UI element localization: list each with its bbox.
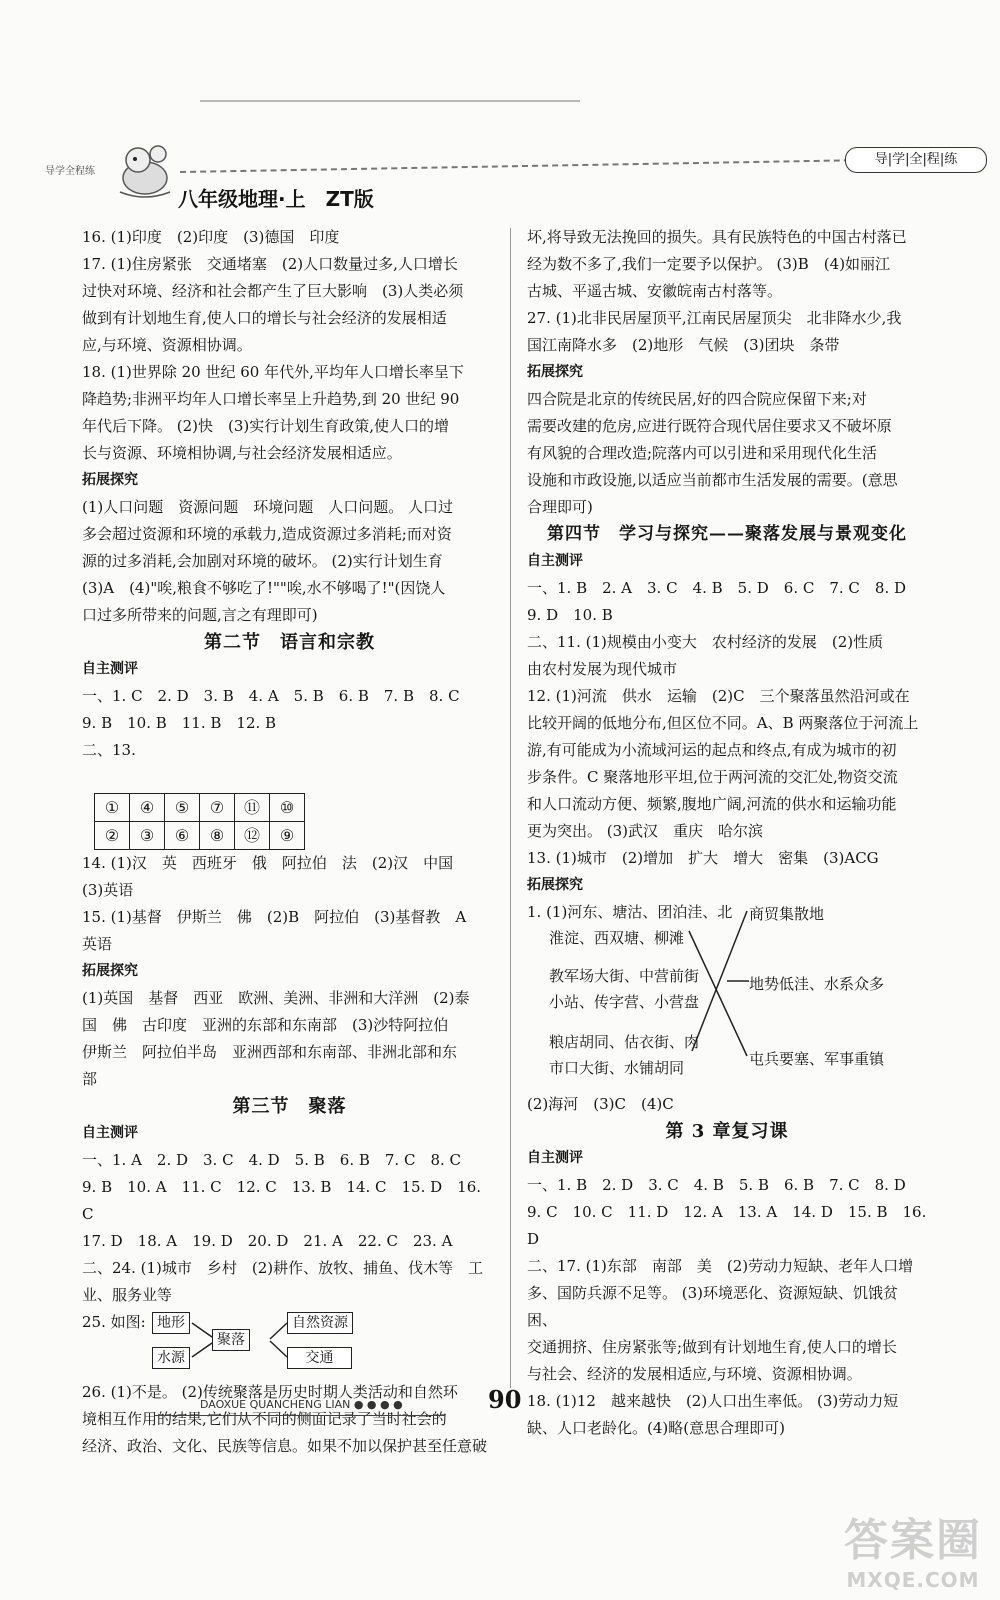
subheading-self-test: 自主测评 <box>527 1150 583 1166</box>
subheading-self-test: 自主测评 <box>82 1125 138 1141</box>
table-cell: ③ <box>130 822 165 850</box>
answer-line: 12. (1)河流 供水 运输 (2)C 三个聚落虽然沿河或在 <box>527 687 910 705</box>
answer-line: 年代后下降。 (2)快 (3)实行计划生育政策,使人口的增 <box>82 417 450 435</box>
answer-line: 和人口流动方便、频繁,腹地广阔,河流的供水和运输功能 <box>527 795 897 813</box>
header-right-tag: 导|学|全|程|练 <box>845 147 987 173</box>
answer-line: (1)人口问题 资源问题 环境问题 人口问题。 人口过 <box>82 498 454 516</box>
match-left-item <box>527 899 732 951</box>
answer-line: 源的过多消耗,会加剧对环境的破坏。 (2)实行计划生育 <box>82 552 443 570</box>
match-left-line: 市口大街、水铺胡同 <box>549 1059 685 1077</box>
table-row <box>95 822 305 850</box>
table-cell: ⑥ <box>165 822 200 850</box>
answer-line: 17. D 18. A 19. D 20. D 21. A 22. C 23. A <box>82 1232 453 1250</box>
answer-line: 二、11. (1)规模由小变大 农村经济的发展 (2)性质 <box>527 633 884 651</box>
answer-line: 步条件。C 聚落地形平坦,位于两河流的交汇处,物资交流 <box>527 768 898 786</box>
table-cell: ⑫ <box>235 822 270 850</box>
answer-line: 二、24. (1)城市 乡村 (2)耕作、放牧、捕鱼、伐木等 工 <box>82 1259 484 1277</box>
answer-line: 降趋势;非洲平均年人口增长率呈上升趋势,到 20 世纪 90 <box>82 390 460 408</box>
watermark-url: MXQE.COM <box>846 1568 980 1592</box>
answer-line: 游,有可能成为小流域河运的起点和终点,有成为城市的初 <box>527 741 897 759</box>
q13-row <box>82 737 497 793</box>
answer-line: (2)海河 (3)C (4)C <box>527 1095 674 1113</box>
answer-line: 设施和市政设施,以适应当前都市生活发展的需要。(意思 <box>527 471 898 489</box>
match-left-line: 粮店胡同、估衣街、肉 <box>549 1033 700 1051</box>
page-header <box>30 135 980 215</box>
table-cell: ⑩ <box>270 794 305 822</box>
answer-line: 有风貌的合理改造;院落内可以引进和采用现代化生活 <box>527 444 878 462</box>
diagram-box-settlement: 聚落 <box>212 1329 250 1351</box>
answer-line: 境相互作用的结果,它们从不同的侧面记录了当时社会的 <box>82 1410 447 1428</box>
watermark-text: 答案圈 <box>844 1515 982 1566</box>
answer-line: 一、1. C 2. D 3. B 4. A 5. B 6. B 7. B 8. C <box>82 687 460 705</box>
answer-line: 一、1. A 2. D 3. C 4. D 5. B 6. B 7. C 8. C <box>82 1151 461 1169</box>
answer-line: 一、1. B 2. D 3. C 4. B 5. B 6. B 7. C 8. D <box>527 1176 906 1194</box>
match-right-item: 商贸集散地 <box>749 905 825 923</box>
answer-line: 经济、政治、文化、民族等信息。如果不加以保护甚至任意破 <box>82 1437 488 1455</box>
answer-line: (1)英国 基督 西亚 欧洲、美洲、非洲和大洋洲 (2)泰 <box>82 989 470 1007</box>
answer-line: 18. (1)12 越来越快 (2)人口出生率低。 (3)劳动力短 <box>527 1392 899 1410</box>
answer-line: 需要改建的危房,应进行既符合现代居住要求又不破坏原 <box>527 417 892 435</box>
answer-line: 由农村发展为现代城市 <box>527 660 678 678</box>
answer-line: 交通拥挤、住房紧张等;做到有计划地生育,使人口的增长 <box>527 1338 897 1356</box>
subheading-extension: 拓展探究 <box>527 364 583 380</box>
footer-arrow-line <box>155 1415 445 1416</box>
answer-line: 伊斯兰 阿拉伯半岛 亚洲西部和东南部、非洲北部和东 <box>82 1043 458 1061</box>
answer-line: 过快对环境、经济和社会都产生了巨大影响 (3)人类必须 <box>82 282 464 300</box>
table-cell: ⑧ <box>200 822 235 850</box>
answer-line: 英语 <box>82 935 113 953</box>
column-divider <box>510 228 511 1388</box>
table-cell: ⑦ <box>200 794 235 822</box>
match-left-line: 教军场大街、中营前街 <box>549 967 700 985</box>
subheading-extension: 拓展探究 <box>82 963 138 979</box>
match-left-item <box>549 963 699 1015</box>
q25-label: 25. 如图: <box>82 1313 146 1331</box>
answer-line: 缺、人口老龄化。(4)略(意思合理即可) <box>527 1419 785 1437</box>
header-dashed-line <box>180 159 870 173</box>
watermark-logo <box>844 1504 982 1592</box>
mascot-icon <box>110 140 180 200</box>
answer-line: 古城、平遥古城、安徽皖南古村落等。 <box>527 282 783 300</box>
answer-line: 15. (1)基督 伊斯兰 佛 (2)B 阿拉伯 (3)基督教 A <box>82 908 467 926</box>
answer-line: 一、1. B 2. A 3. C 4. B 5. D 6. C 7. C 8. D <box>527 579 906 597</box>
header-left-tag: 导学全程练 <box>45 166 95 177</box>
answer-line: 多、国防兵源不足等。 (3)环境恶化、资源短缺、饥饿贫困、 <box>527 1284 899 1329</box>
table-cell: ② <box>95 822 130 850</box>
diagram-box-water: 水源 <box>152 1347 190 1369</box>
answer-line: 与社会、经济的发展相适应,与环境、资源相协调。 <box>527 1365 862 1383</box>
answer-line: 国江南降水多 (2)地形 气候 (3)团块 条带 <box>527 336 840 354</box>
match-right-item: 地势低洼、水系众多 <box>749 975 885 993</box>
answer-line: 比较开阔的低地分布,但区位不同。A、B 两聚落位于河流上 <box>527 714 919 732</box>
answer-line: 长与资源、环境相协调,与社会经济发展相适应。 <box>82 444 402 462</box>
match-left-item <box>549 1029 699 1081</box>
table-cell: ⑨ <box>270 822 305 850</box>
match-left-line: 小站、传字营、小营盘 <box>549 993 700 1011</box>
settlement-diagram <box>82 1309 497 1379</box>
table-cell: ⑪ <box>235 794 270 822</box>
answer-line: 9. B 10. B 11. B 12. B <box>82 714 277 732</box>
table-row <box>95 794 305 822</box>
answer-line: 26. (1)不是。 (2)传统聚落是历史时期人类活动和自然环 <box>82 1383 458 1401</box>
matching-diagram <box>527 901 927 1091</box>
section-title: 第四节 学习与探究——聚落发展与景观变化 <box>547 524 907 544</box>
table-cell: ① <box>95 794 130 822</box>
answer-line: 国 佛 古印度 亚洲的东部和东南部 (3)沙特阿拉伯 <box>82 1016 449 1034</box>
answer-line: 更为突出。 (3)武汉 重庆 哈尔滨 <box>527 822 764 840</box>
answer-line: 应,与环境、资源相协调。 <box>82 336 252 354</box>
left-column <box>82 224 497 1460</box>
answer-line: 经为数不多了,我们一定要予以保护。 (3)B (4)如丽江 <box>527 255 891 273</box>
table-cell: ⑤ <box>165 794 200 822</box>
footer-text: DAOXUE QUANCHENG LIAN ● ● ● ● <box>200 1398 403 1411</box>
subheading-extension: 拓展探究 <box>82 472 138 488</box>
answer-line: 业、服务业等 <box>82 1286 173 1304</box>
subheading-self-test: 自主测评 <box>527 553 583 569</box>
right-column <box>527 224 927 1442</box>
answer-line: 二、17. (1)东部 南部 美 (2)劳动力短缺、老年人口增 <box>527 1257 914 1275</box>
section-title: 第 3 章复习课 <box>665 1121 789 1142</box>
q13-label: 二、13. <box>82 741 136 759</box>
answer-line: 9. C 10. C 11. D 12. A 13. A 14. D 15. B 16. D <box>527 1203 927 1248</box>
table-cell: ④ <box>130 794 165 822</box>
answer-line: 9. B 10. A 11. C 12. C 13. B 14. C 15. D 16. C <box>82 1178 482 1223</box>
match-left-line: 淮淀、西双塘、柳滩 <box>549 929 685 947</box>
match-left-line: 1. (1)河东、塘沽、团泊洼、北 <box>527 903 733 921</box>
page-number: 90 <box>488 1385 522 1414</box>
book-title: 八年级地理·上 ZT版 <box>178 187 374 211</box>
answer-line: (3)英语 <box>82 881 134 899</box>
answer-line: 13. (1)城市 (2)增加 扩大 增大 密集 (3)ACG <box>527 849 879 867</box>
match-right-item: 屯兵要塞、军事重镇 <box>749 1050 885 1068</box>
diagram-box-terrain: 地形 <box>152 1312 190 1334</box>
section-title: 第二节 语言和宗教 <box>204 632 375 653</box>
answer-line: 口过多所带来的问题,言之有理即可) <box>82 606 318 624</box>
answer-line: 14. (1)汉 英 西班牙 俄 阿拉伯 法 (2)汉 中国 <box>82 854 454 872</box>
answer-line: 16. (1)印度 (2)印度 (3)德国 印度 <box>82 228 340 246</box>
subheading-extension: 拓展探究 <box>527 877 583 893</box>
top-rule <box>200 100 580 102</box>
answer-line: 四合院是北京的传统民居,好的四合院应保留下来;对 <box>527 390 867 408</box>
answer-line: 部 <box>82 1070 98 1088</box>
answer-line: 多会超过资源和环境的承载力,造成资源过多消耗;而对资 <box>82 525 452 543</box>
diagram-box-natural-resources: 自然资源 <box>287 1312 353 1334</box>
answer-line: (3)A (4)"唉,粮食不够吃了!""唉,水不够喝了!"(因饶人 <box>82 579 446 597</box>
answer-line: 18. (1)世界除 20 世纪 60 年代外,平均年人口增长率呈下 <box>82 363 464 381</box>
diagram-box-transport: 交通 <box>287 1347 352 1369</box>
answer-line: 坏,将导致无法挽回的损失。具有民族特色的中国古村落已 <box>527 228 907 246</box>
answer-table <box>94 793 305 850</box>
section-title: 第三节 聚落 <box>232 1096 347 1117</box>
subheading-self-test: 自主测评 <box>82 661 138 677</box>
answer-line: 9. D 10. B <box>527 606 613 624</box>
answer-line: 做到有计划地生育,使人口的增长与社会经济的发展相适 <box>82 309 447 327</box>
answer-line: 17. (1)住房紧张 交通堵塞 (2)人口数量过多,人口增长 <box>82 255 458 273</box>
answer-line: 27. (1)北非民居屋顶平,江南民居屋顶尖 北非降水少,我 <box>527 309 902 327</box>
answer-line: 合理即可) <box>527 498 593 516</box>
